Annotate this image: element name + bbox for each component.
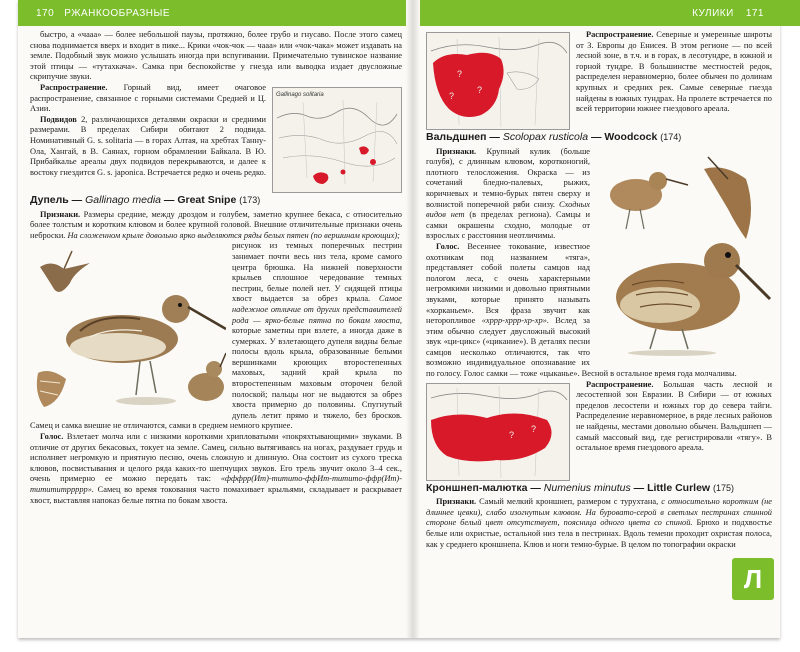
voice-italic: «хррр-хррр-хр-хр». bbox=[481, 316, 549, 326]
species-heading-woodcock: Вальдшнеп — Scolopax rusticola — Woodcock (174) bbox=[426, 131, 682, 143]
voice-text-end: Самец во время токования часто помахивает крыльями, складывает и раскрывает хвост, выставляя напоказ белые пятна по бокам хвоста. bbox=[30, 485, 402, 505]
map-graphic bbox=[427, 384, 569, 480]
signs-text-end: Брюхо и подхвостье белые или охристые, остальной низ тела в пестринах. Вдоль темени проходит охристая полоса, как у среднего кроншнепа. Клюв и ноги темно-бурые. В целом по топографии окраски bbox=[426, 518, 772, 549]
svg-text:?: ? bbox=[477, 85, 483, 95]
paragraph-voice bbox=[30, 432, 402, 506]
map-graphic bbox=[427, 33, 569, 129]
signs-italic: На сложенном крыле довольно ярко выделяются ряды белых пятен (по вершинам кроющих); bbox=[67, 230, 400, 240]
book-spread bbox=[18, 0, 780, 638]
svg-text:?: ? bbox=[449, 91, 455, 101]
voice-italic: «фффрр(Ит)-титито-ффИт-титито-ффр(Ит)-титититррррр». bbox=[30, 474, 402, 494]
left-page-number: 170 bbox=[36, 7, 55, 19]
logo-letter: Л bbox=[743, 563, 763, 594]
species-name: Вальдшнеп bbox=[426, 131, 487, 143]
corner-color-tab bbox=[764, 0, 800, 26]
bird-drawing bbox=[596, 149, 772, 357]
svg-text:?: ? bbox=[531, 423, 537, 434]
species-english: Great Snipe bbox=[177, 193, 237, 206]
paragraph-signs bbox=[30, 210, 402, 242]
signs-text: Крупный кулик (больше голубя), с длинным клювом, коротконогий, плотного телосложения. Окраска — из сочетаний бледно-палевых, рыжих, коричневых и темно-бурых пятен сверху и волнистой поперечной ряби снизу. bbox=[426, 146, 591, 209]
left-page bbox=[30, 30, 402, 630]
species-english: Little Curlew bbox=[647, 481, 711, 494]
voice-text: Весеннее токование, известное охотникам под названием «тяга», представляет собой полеты самцов над пологом леса, с очень характерными негромкими низкими и довольно приятными звуками, которые принято называть «хорканьем». Вся фраза звучит как неторопливое bbox=[426, 241, 591, 326]
distribution-text: Большая часть лесной и лесостепной зон Евразии. В Сибири — от южных пределов лесостепи и южных гор до севера тайги. Распределение неравномерное, в ряде лесных районов не найдены, местами довольно обычен. Вальдшнеп — самый массовый вид, где регистрировали «тягу». В остальное время гнездового ареала. bbox=[576, 379, 772, 453]
bird-drawing bbox=[30, 243, 226, 419]
range-map-snipe-north bbox=[426, 32, 570, 130]
distribution-label: Распространение. bbox=[586, 30, 654, 39]
signs-italic: Сходных видов нет bbox=[426, 199, 590, 220]
svg-text:?: ? bbox=[457, 69, 463, 79]
voice-text-end: Вслед за этим обычно следует двусложный высокий звук «ци-цикс» («цикание»). В деталях песни самцов несколько отличаются, так что возможно индивидуальное опознавание их по голосу. Голос самки — тоже «цыканье». Весной в остальное время года молчаливы. bbox=[426, 316, 737, 379]
species-name: Дупель bbox=[30, 193, 69, 206]
range-map-woodcock bbox=[426, 383, 570, 481]
species-heading-great-snipe: Дупель — Gallinago media — Great Snipe (173) bbox=[30, 193, 261, 206]
woodcock-illustration bbox=[596, 149, 772, 357]
range-map-solitary-snipe bbox=[272, 87, 402, 193]
distribution-label: Распространение. bbox=[586, 379, 654, 389]
species-name: Кроншнеп-малютка bbox=[426, 481, 528, 494]
species-number: (175) bbox=[713, 482, 735, 493]
left-section-title: РЖАНКООБРАЗНЫЕ bbox=[64, 7, 171, 19]
publisher-logo bbox=[732, 558, 774, 600]
great-snipe-illustration bbox=[30, 243, 226, 419]
voice-label: Голос. bbox=[40, 432, 64, 442]
paragraph-curlew-signs bbox=[426, 497, 772, 550]
species-latin: Numenius minutus bbox=[543, 481, 631, 494]
signs-text: Самый мелкий кроншнеп, размером с турухтана, bbox=[479, 497, 659, 507]
signs-text: Размеры средние, между дроздом и голубем, заметно крупнее бекаса, с относительно более толстым и коротким клювом и более крупной головой. Внешние отличительные признаки очень неброски. bbox=[30, 209, 402, 240]
right-section-title: КУЛИКИ bbox=[692, 7, 734, 19]
underside-text: рисунок из темных поперечных пестрин занимает почти весь низ тела, кроме самого центра брюшка. На нижней поверхности крыльев сплошное чередование темных пестрин, белые полей нет. У сидящей птицы хвост выдается за обрез крыла. bbox=[232, 241, 402, 304]
map-label: Gallinago solitaria bbox=[276, 91, 324, 98]
paragraph-calls: быстро, а «чааа» — более небольшой паузы, протяжно, более грубо и гнусаво. После этого самец снова поднимается вверх и входит в пике... Крики «чок-чок — чааа» или «чок-чака» может издавать на земле. Подобный звук можно услышать иногда при вспугивании. Примечательно тувинское название этой птицы — «тутахкача». Самка при беспокойстве у гнезда или выводка издает двусложные скрипучие звуки. bbox=[30, 30, 402, 82]
species-number: (173) bbox=[239, 194, 261, 205]
voice-text: Взлетает молча или с низкими короткими хрипловатыми «покряхтывающими» звуками. В отличие от других бекасовых, токует на земле. Самец, сильно вытягиваясь на ногах, раздувает грудь и исполняет негромкую и приятную песню, очень сложную и длинную. Она состоит из сухого треска клювов, посвистывания и целого ряда каких-то шепчущих звуков. Его трель звучит около 3–4 сек., очень примерно ее можно передать так: bbox=[30, 432, 403, 484]
map-graphic bbox=[273, 88, 401, 192]
signs-label: Признаки. bbox=[436, 497, 477, 507]
signs-label: Признаки. bbox=[40, 209, 81, 219]
key-difference-italic: Самое надежное отличие от других представителей рода — ярко-белые пятна по бокам хвоста, bbox=[232, 294, 403, 325]
left-running-head bbox=[18, 0, 406, 26]
species-latin: Gallinago media bbox=[85, 193, 161, 206]
distribution-text: Северные и умеренные широты от З. Европы до Енисея. В этом регионе — по всей лесной зоне, в т.ч. и в горах, в лесотундре, в южной и горной тундре. В большинстве местностей редок, распределен неравномерно, более обычен по долинам крупных и средних рек. Самые северные гнезда найдены в южных тундрах. На пролете встречается по всей территории южнее гнездового ареала. bbox=[576, 30, 772, 114]
subspecies-label: Подвидов bbox=[40, 114, 77, 124]
species-number: (174) bbox=[660, 132, 682, 142]
species-latin: Scolopax rusticola bbox=[502, 131, 589, 143]
voice-label: Голос. bbox=[436, 241, 460, 251]
right-running-head bbox=[420, 0, 780, 26]
signs-label: Признаки. bbox=[436, 146, 477, 156]
distribution-label: Распространение. bbox=[40, 82, 108, 92]
distribution-text: Горный вид, имеет очаговое распространение, связанное с горными системами Средней и Ц. Азии. bbox=[30, 82, 266, 114]
right-page bbox=[426, 30, 772, 630]
flight-text: которые заметны при взлете, а иногда даже в сумерках. У взлетающего дупеля видны белые полосы вдоль крыла, образованные белыми вершинками кроющих второстепенных маховых, задний край крыла по второстепенным маховым оторочен белой полоской; пальцы ног не выдаются за обрез хвоста примерно до половины. Спугнутый дупель летит прямо и тяжело, без бросков. Самец и самка внешне не отличаются, самки в среднем немного крупнее. bbox=[30, 326, 402, 431]
book-gutter bbox=[406, 0, 420, 638]
subspecies-text: 2, различающихся деталями окраски и средними размерами. В пределах Сибири обитают 2 подвида. Номинативный G. s. solitaria — в горах Алтая, на хребтах Танну-Ола, Хангай, в В. Саянах, горном обрамлении Байкала. В Ю. Прибайкалье ареалы двух подвидов перекрываются, и далее к востоку гнездится G. s. japonica. Встречается редко и очень редко. bbox=[30, 114, 267, 177]
signs-text-end: (в пределах региона). Самцы и самки окрашены сходно, молодые от взрослых с расстояния неотличимы. bbox=[426, 210, 590, 241]
signs-italic: с относительно коротким (не длиннее цевки), слабо изогнутым клювом. На буровато-серой в светлых пестринах спинной стороне белый цвет отсутствует, поясница одного цвета со спиной. bbox=[426, 497, 773, 528]
svg-text:?: ? bbox=[509, 429, 515, 440]
species-heading-little-curlew: Кроншнеп-малютка — Numenius minutus — Little Curlew (175) bbox=[426, 481, 735, 494]
right-page-number: 171 bbox=[745, 7, 764, 19]
species-english: Woodcock bbox=[604, 131, 658, 143]
